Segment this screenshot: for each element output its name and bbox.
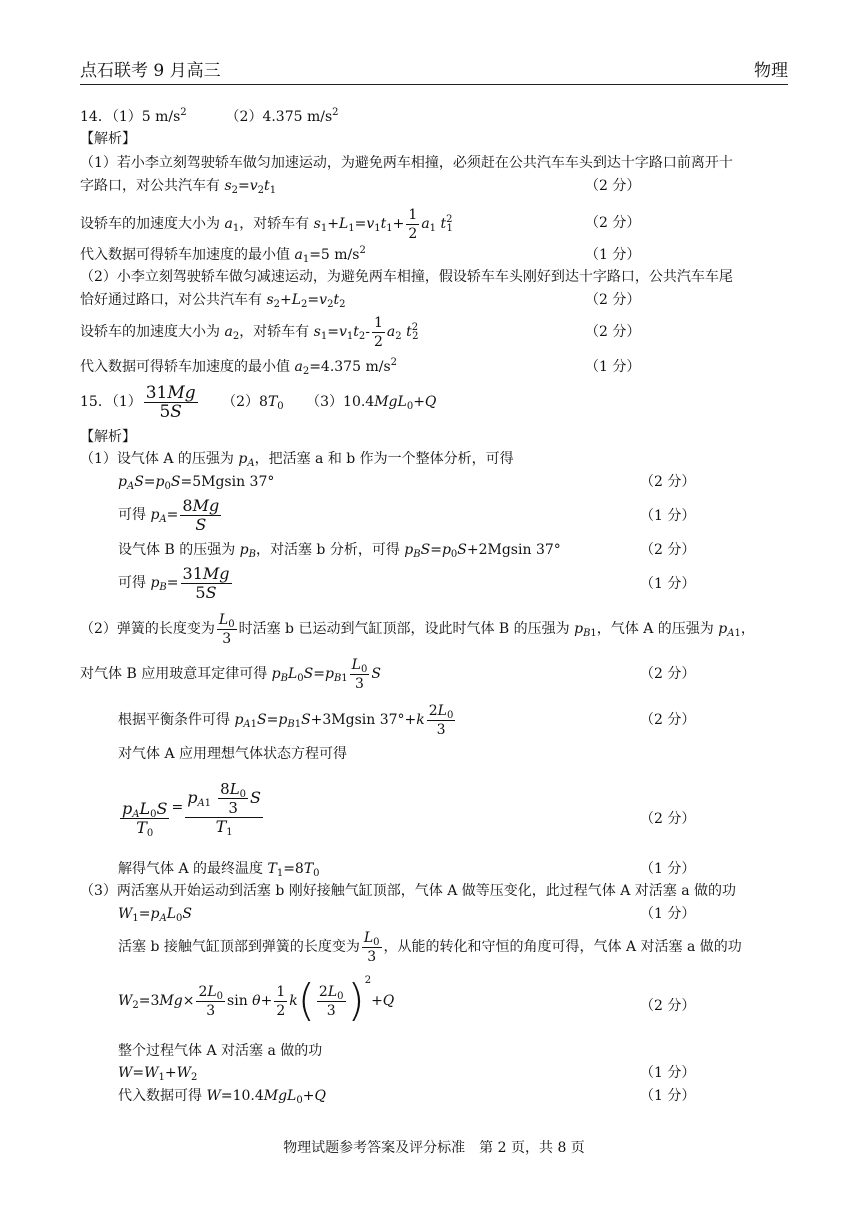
q15-score-l11: （1 分） [640, 861, 696, 877]
q14-p5: 设轿车的加速度大小为 $a_2$，对轿车有 $s_1=v_1t_2-$ $\frac{1}{2}$ $a_2$ $t^2_2$ [80, 314, 419, 350]
q15-jiexi-label: 【解析】 [80, 429, 136, 445]
q15-score-l13: （1 分） [640, 906, 696, 922]
q14-p3: 代入数据可得轿车加速度的最小值 $a_1=5$ $m/s^2$ [80, 245, 366, 265]
q15-line16: 整个过程气体 A 对活塞 a 做的功 [118, 1043, 323, 1059]
header-divider [80, 84, 788, 85]
q15-score-l8: （2 分） [640, 712, 696, 728]
q15-score-l2: （2 分） [640, 474, 696, 490]
q15-score-l18: （1 分） [640, 1088, 696, 1104]
q14-p1-line1: （1）若小李立刻驾驶轿车做匀加速运动，为避免两车相撞，必须赶在公共汽车车头到达十字路口前离开十 [80, 155, 733, 171]
q14-p6: 代入数据可得轿车加速度的最小值 $a_2=4.375$ $m/s^2$ [80, 357, 397, 377]
q15-score-l15: （2 分） [640, 998, 696, 1014]
q14-score-2: （2 分） [585, 215, 641, 231]
q15-line4: 设气体 B 的压强为 $p_B$，对活塞 b 分析，可得 $p_BS=p_0S+2Mgsin$ 37° [118, 542, 561, 560]
q14-p4-line2: 恰好通过路口，对公共汽车有 $s_2+L_2=v_2t_2$ [80, 292, 346, 310]
q15-score-l4: （2 分） [640, 542, 696, 558]
q15-line6: （2）弹簧的长度变为 $\frac{L_0}{3}$ 时活塞 b 已运动到气缸顶部，设此时气体 B 的压强为 $p_{B1}$，气体 A 的压强为 $p_{A1}$， [80, 611, 755, 647]
q15-score-l7: （2 分） [640, 666, 696, 682]
q14-answers: 14．（1）5 $m/s^2$ （2）4.375 $m/s^2$ [80, 107, 339, 125]
q15-line14: 活塞 b 接触气缸顶部到弹簧的长度变为 $\frac{L_0}{3}$ ，从能的转化和守恒的角度可得，气体 A 对活塞 a 做的功 [118, 929, 742, 965]
q15-answers: 15．（1） $\frac{31Mg}{5S}$ $(2)8T_0$ （3）10.4MgL$_0$+Q [80, 382, 437, 422]
q15-line17: $W=W_1+W_2$ [118, 1065, 198, 1083]
q14-jiexi-label: 【解析】 [80, 131, 136, 147]
q15-score-l3: （1 分） [640, 508, 696, 524]
q15-line3: 可得 $p_A=$ $\frac{8Mg}{S}$ [118, 495, 220, 534]
q15-line18: 代入数据可得 W=10.4MgL$_0$+Q [118, 1088, 326, 1106]
q15-line12: （3）两活塞从开始运动到活塞 b 刚好接触气缸顶部，气体 A 做等压变化，此过程气体 A 对活塞 a 做的功 [80, 883, 737, 899]
header-subject: 物理 [754, 61, 788, 81]
q15-line11: 解得气体 A 的最终温度 $T_1=8T_0$ [118, 861, 320, 879]
header-exam-title: 点石联考 9 月高三 [80, 61, 221, 81]
q15-line5: 可得 $p_B=$ $\frac{31Mg}{5S}$ [118, 563, 230, 602]
q15-line2: $p_AS=p_0S=5Mgsin$ 37° [118, 474, 275, 492]
q15-line15-equation: $W_2=3Mg\times$ $\frac{2L_0}{3}$ sin θ+ $\frac{1}{2}$ k( $\frac{2L_0}{3}$ )$^2$+Q [118, 975, 395, 1026]
q14-score-5: （2 分） [585, 324, 641, 340]
q14-p2: 设轿车的加速度大小为 $a_1$，对轿车有 $s_1+L_1=v_1t_1+$ $\frac{1}{2}$ $a_1$ $t^2_1$ [80, 206, 453, 242]
q14-score-6: （1 分） [585, 359, 641, 375]
q14-score-4: （2 分） [585, 292, 641, 308]
q14-p1-line2: 字路口，对公共汽车有 $s_2=v_2t_1$ [80, 178, 277, 196]
q15-line10-equation: $\frac{p_AL_0S}{T_0}$ = $p_{A1}$ $\frac{8L_0}{3}$ S $T_1$ [122, 779, 261, 839]
q15-score-l10: （2 分） [640, 811, 696, 827]
q14-score-1: （2 分） [585, 178, 641, 194]
q15-line1: （1）设气体 A 的压强为 $p_A$，把活塞 a 和 b 作为一个整体分析，可得 [80, 451, 514, 469]
q14-p4-line1: （2）小李立刻驾驶轿车做匀减速运动，为避免两车相撞，假设轿车车头刚好到达十字路口，公共汽车车尾 [80, 269, 733, 285]
q15-score-l5: （1 分） [640, 576, 696, 592]
q15-line13: $W_1=p_AL_0S$ [118, 906, 192, 924]
q14-score-3: （1 分） [585, 247, 641, 263]
q15-line9: 对气体 A 应用理想气体状态方程可得 [118, 746, 348, 762]
q15-score-l17: （1 分） [640, 1065, 696, 1081]
page-footer: 物理试题参考答案及评分标准 第 2 页，共 8 页 [283, 1140, 585, 1156]
q15-line7: 对气体 B 应用玻意耳定律可得 $p_BL_0S=p_{B1}$ $\frac{L_0}{3}$ S [80, 656, 381, 692]
q15-line8: 根据平衡条件可得 $p_{A1}S=p_{B1}S+3Mgsin$ 37°+k $\frac{2L_0}{3}$ [118, 702, 454, 738]
